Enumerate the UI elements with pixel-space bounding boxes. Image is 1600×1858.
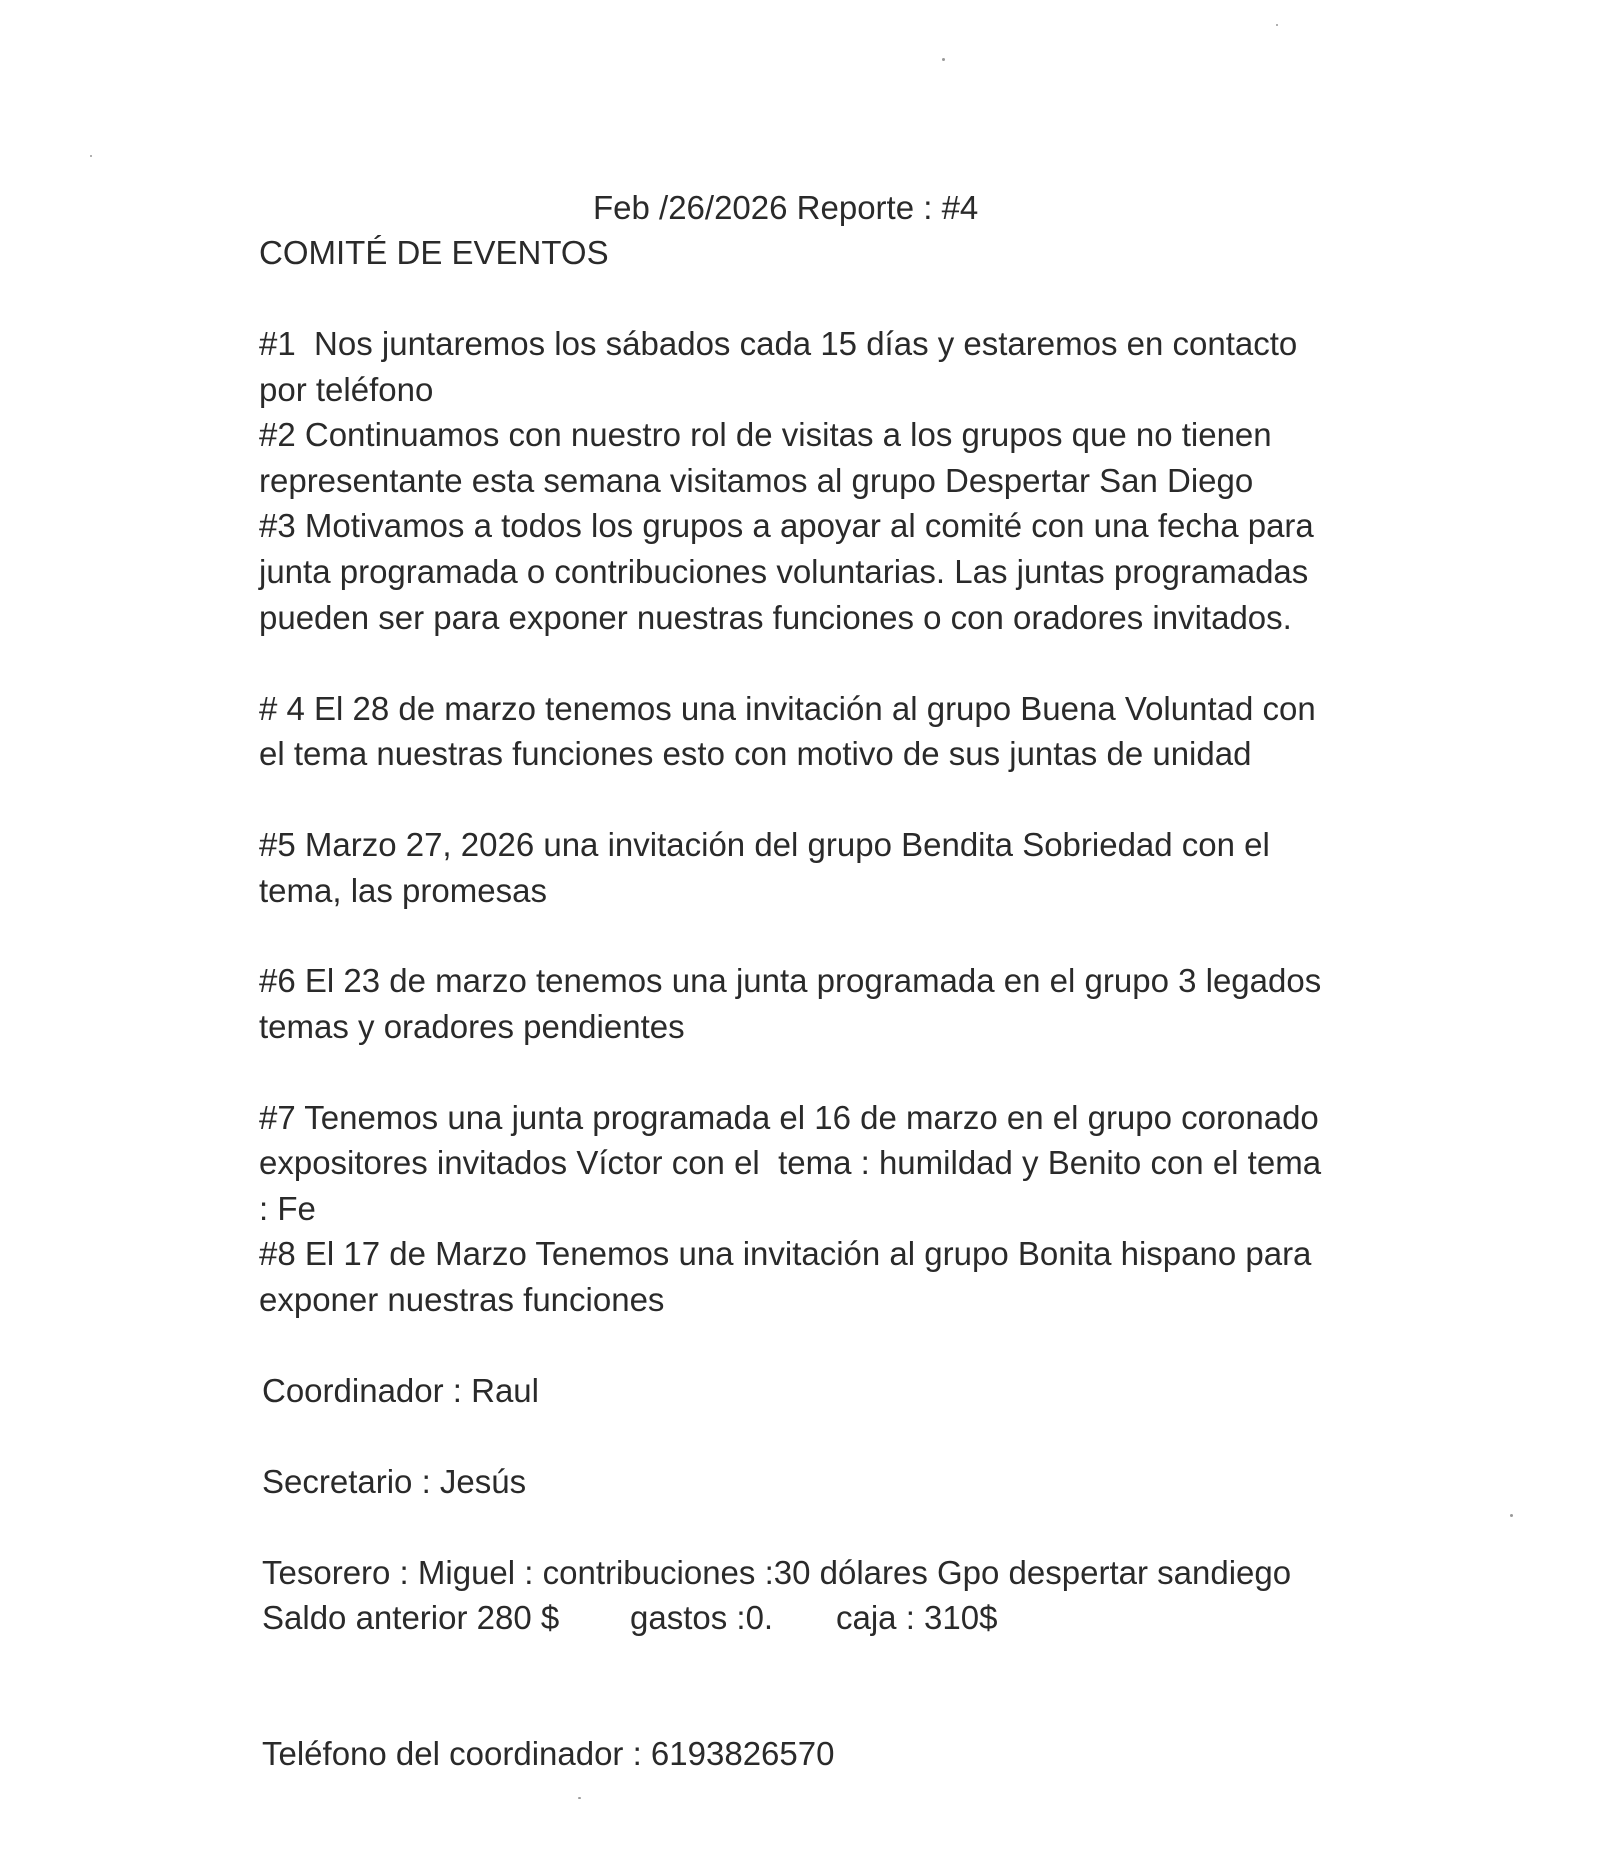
item-2-line-1: #2 Continuamos con nuestro rol de visitas a los grupos que no tienen bbox=[259, 416, 1272, 453]
previous-balance: Saldo anterior 280 $ bbox=[262, 1599, 560, 1636]
item-3-line-2: junta programada o contribuciones voluntarias. Las juntas programadas bbox=[259, 553, 1309, 590]
report-date-title: Feb /26/2026 Reporte : #4 bbox=[593, 189, 979, 226]
expenses: gastos :0. bbox=[630, 1599, 774, 1636]
cash-balance: caja : 310$ bbox=[836, 1599, 998, 1636]
item-2-line-2: representante esta semana visitamos al grupo Despertar San Diego bbox=[259, 462, 1254, 499]
item-8-line-1: #8 El 17 de Marzo Tenemos una invitación al grupo Bonita hispano para bbox=[259, 1235, 1312, 1272]
item-1-line-2: por teléfono bbox=[259, 371, 434, 408]
item-7-line-2: expositores invitados Víctor con el tema : humildad y Benito con el tema bbox=[259, 1144, 1322, 1181]
scan-speck bbox=[942, 58, 945, 61]
item-7-line-1: #7 Tenemos una junta programada el 16 de marzo en el grupo coronado bbox=[259, 1099, 1319, 1136]
item-6-line-2: temas y oradores pendientes bbox=[259, 1008, 685, 1045]
item-5-line-1: #5 Marzo 27, 2026 una invitación del grupo Bendita Sobriedad con el bbox=[259, 826, 1270, 863]
item-6-line-1: #6 El 23 de marzo tenemos una junta programada en el grupo 3 legados bbox=[259, 962, 1322, 999]
item-4-line-1: # 4 El 28 de marzo tenemos una invitación al grupo Buena Voluntad con bbox=[259, 690, 1316, 727]
scan-speck bbox=[1510, 1514, 1513, 1517]
item-1-line-1: #1 Nos juntaremos los sábados cada 15 días y estaremos en contacto bbox=[259, 325, 1298, 362]
scan-speck bbox=[1276, 24, 1278, 26]
coordinator-line: Coordinador : Raul bbox=[262, 1372, 539, 1409]
secretary-line: Secretario : Jesús bbox=[262, 1463, 527, 1500]
coordinator-phone: Teléfono del coordinador : 6193826570 bbox=[262, 1735, 835, 1772]
item-3-line-3: pueden ser para exponer nuestras funciones o con oradores invitados. bbox=[259, 599, 1292, 636]
item-5-line-2: tema, las promesas bbox=[259, 872, 547, 909]
treasurer-line: Tesorero : Miguel : contribuciones :30 dólares Gpo despertar sandiego bbox=[262, 1554, 1292, 1591]
committee-heading: COMITÉ DE EVENTOS bbox=[259, 234, 609, 271]
item-4-line-2: el tema nuestras funciones esto con motivo de sus juntas de unidad bbox=[259, 735, 1252, 772]
item-7-line-3: : Fe bbox=[259, 1190, 316, 1227]
item-3-line-1: #3 Motivamos a todos los grupos a apoyar al comité con una fecha para bbox=[259, 507, 1314, 544]
scan-speck bbox=[90, 155, 92, 157]
item-8-line-2: exponer nuestras funciones bbox=[259, 1281, 665, 1318]
scan-speck bbox=[578, 1797, 581, 1799]
